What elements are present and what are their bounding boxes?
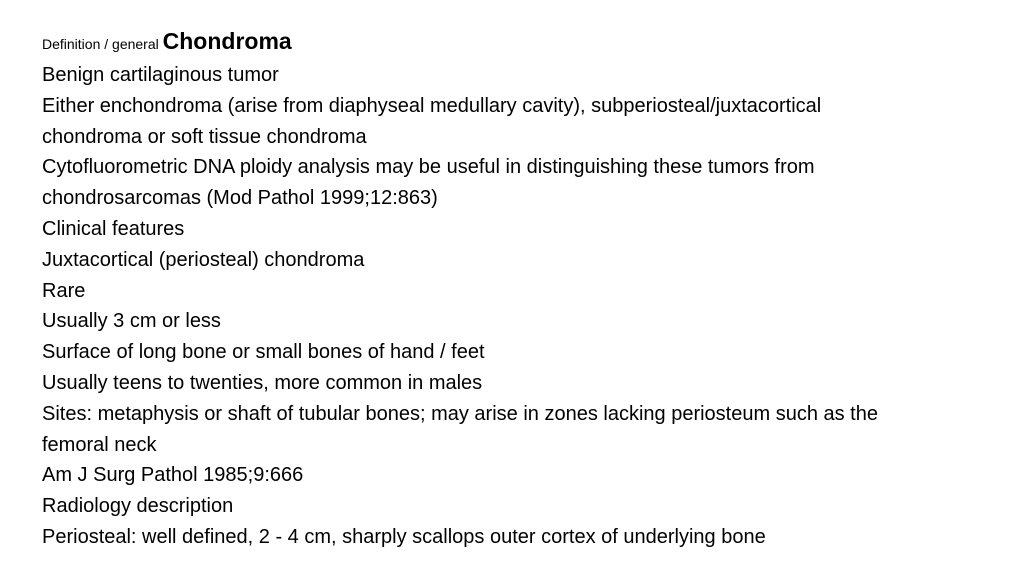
- text-line: Surface of long bone or small bones of hand / feet: [42, 341, 485, 364]
- text-line: chondrosarcomas (Mod Pathol 1999;12:863): [42, 187, 438, 210]
- text-line: femoral neck: [42, 433, 157, 456]
- text-line: Clinical features: [42, 217, 185, 240]
- text-line: Cytofluorometric DNA ploidy analysis may be useful in distinguishing these tumors from: [42, 156, 815, 179]
- text-line: Periosteal: well defined, 2 - 4 cm, sharply scallops outer cortex of underlying bone: [42, 525, 766, 548]
- heading-prefix: Definition / general: [42, 36, 163, 52]
- text-line: Either enchondroma (arise from diaphyseal medullary cavity), subperiosteal/juxtacortical: [42, 94, 822, 117]
- heading-title: Chondroma: [162, 28, 292, 54]
- slide-content: [42, 26, 1017, 553]
- text-line: Juxtacortical (periosteal) chondroma: [42, 248, 365, 271]
- text-line: Rare: [42, 279, 86, 302]
- text-line: Radiology description: [42, 495, 234, 518]
- text-line: Usually 3 cm or less: [42, 310, 221, 333]
- text-line: chondroma or soft tissue chondroma: [42, 125, 367, 148]
- text-line: Benign cartilaginous tumor: [42, 64, 279, 86]
- heading-line: [42, 26, 1017, 60]
- text-line: Sites: metaphysis or shaft of tubular bones; may arise in zones lacking periosteum such as the: [42, 402, 878, 425]
- text-line: Am J Surg Pathol 1985;9:666: [42, 464, 304, 487]
- text-line: Usually teens to twenties, more common in males: [42, 371, 483, 394]
